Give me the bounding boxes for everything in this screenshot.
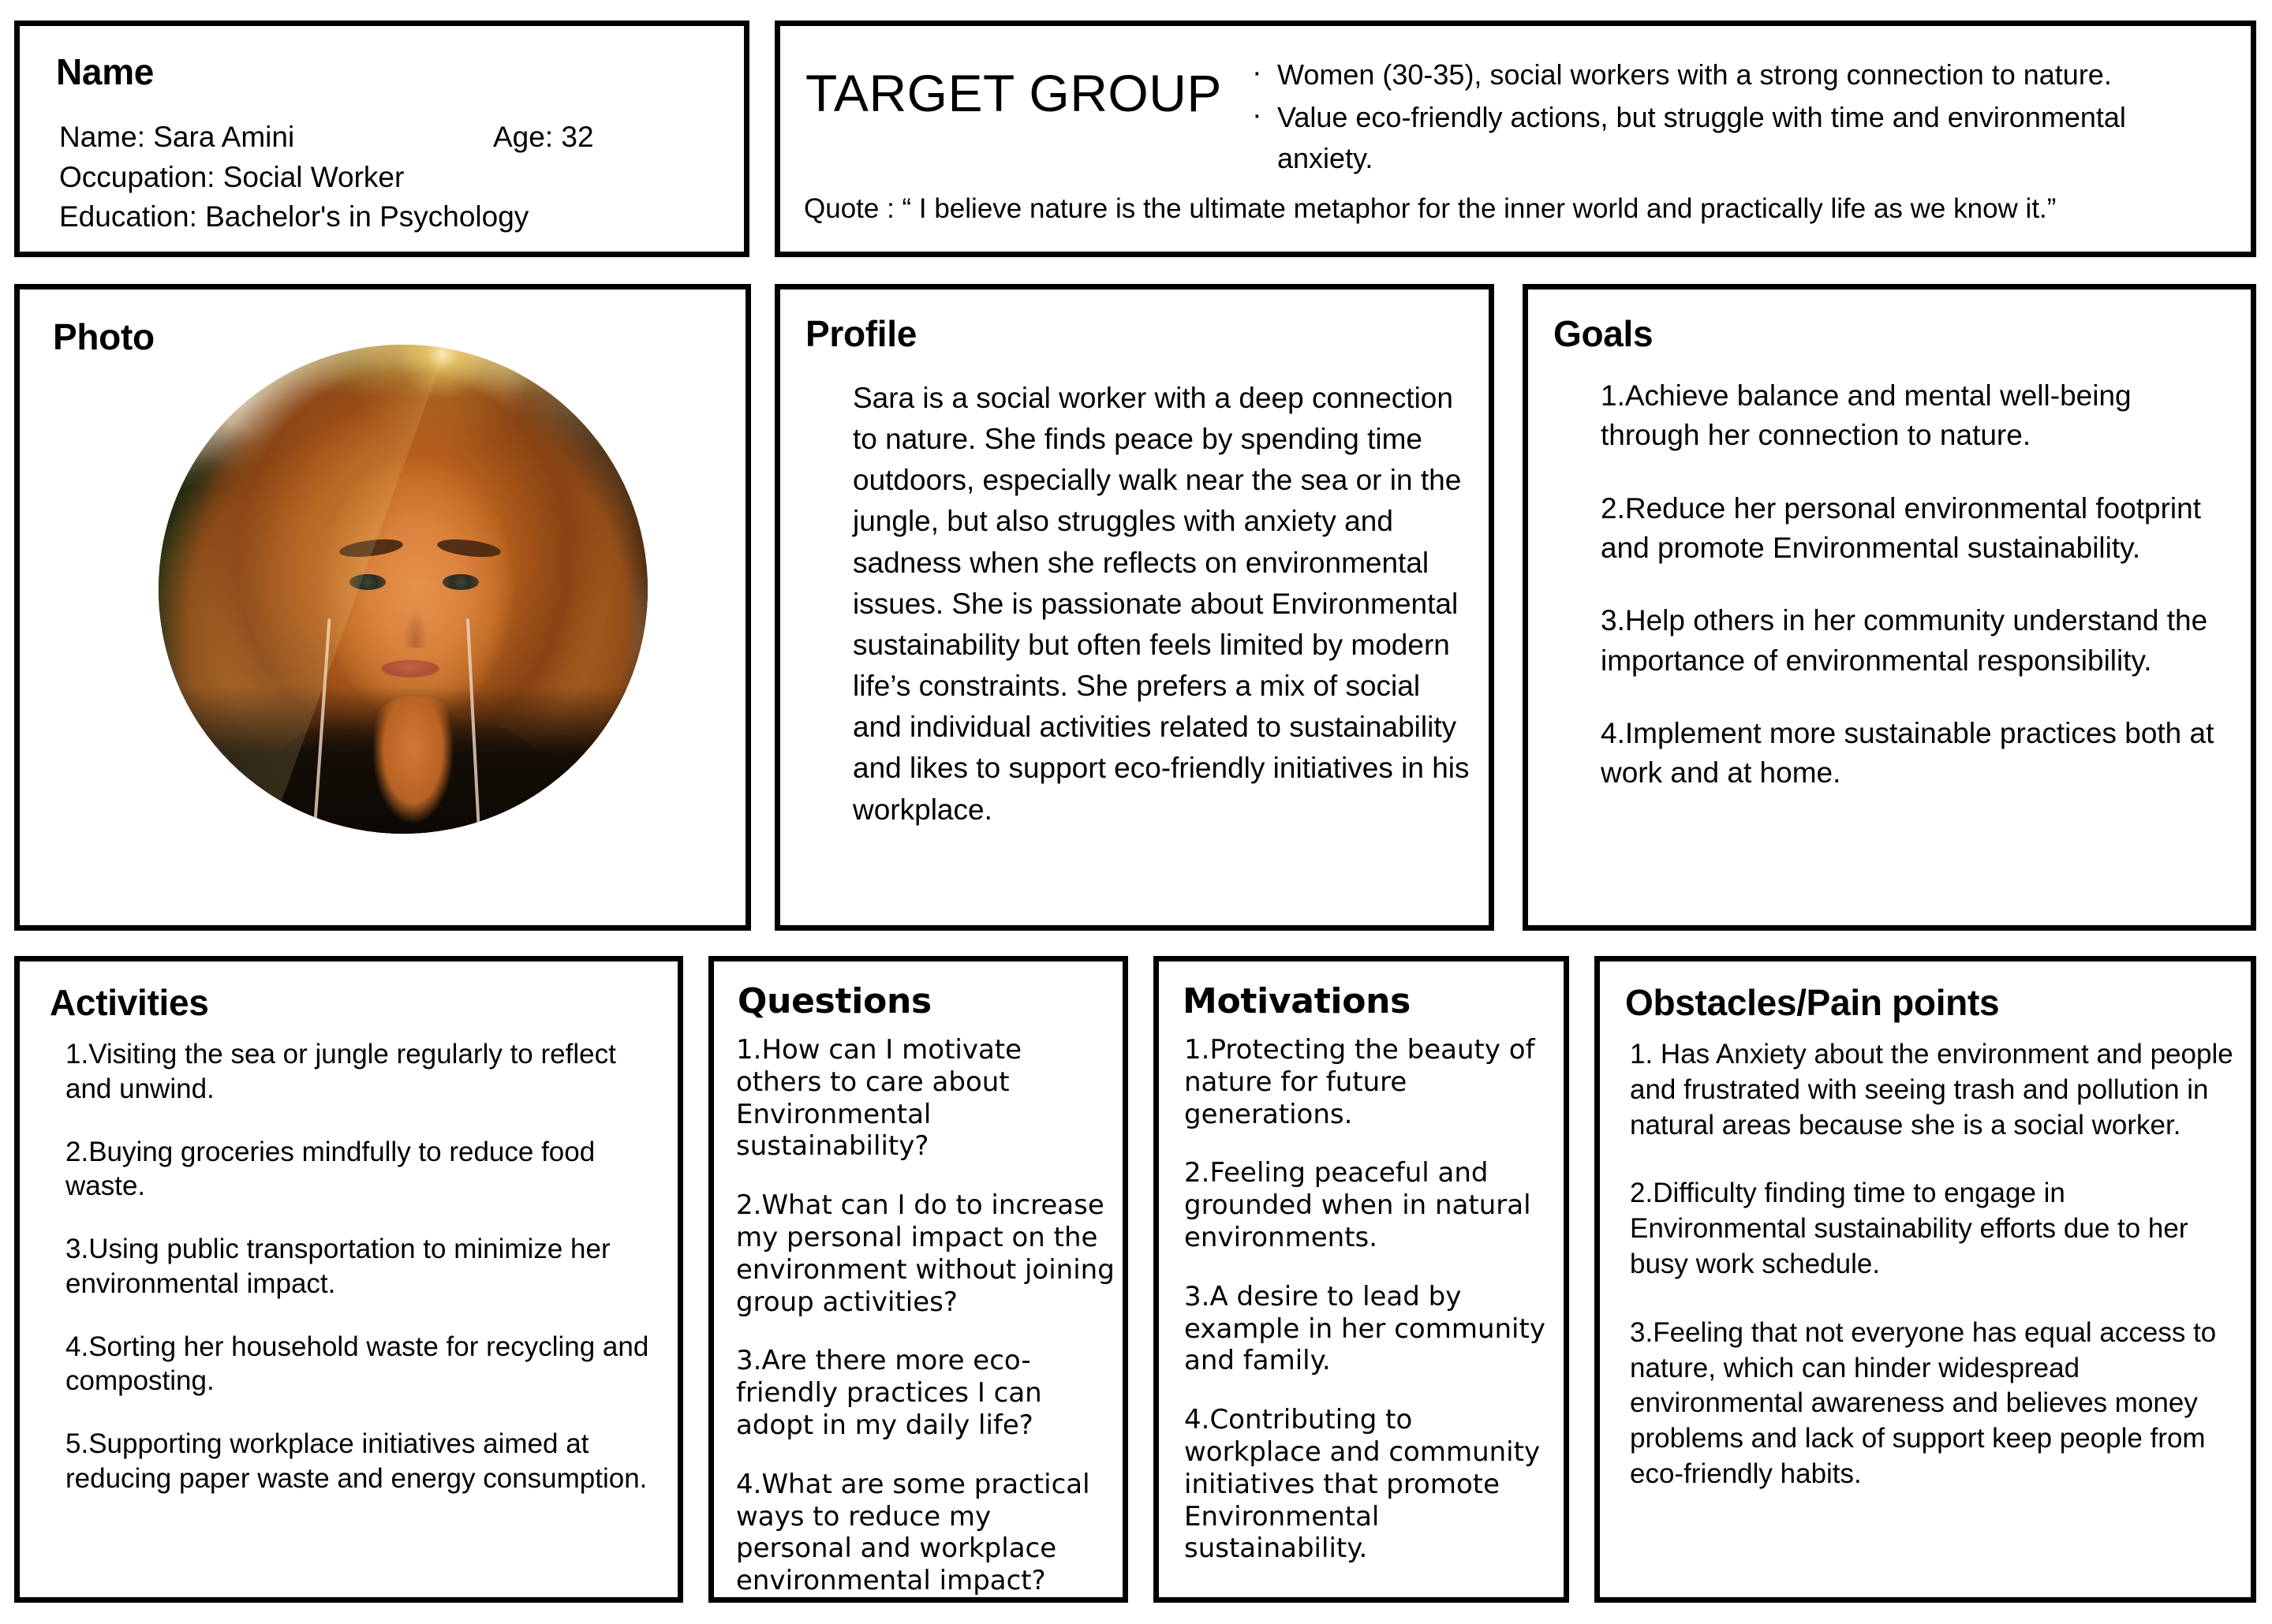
list-item: 5.Supporting workplace initiatives aimed at reducing paper waste and energy consumption.	[65, 1428, 648, 1494]
questions-panel-title: Questions	[738, 981, 932, 1021]
list-item: 3.Using public transportation to minimize her environmental impact.	[65, 1234, 611, 1299]
list-item: 2.Feeling peaceful and grounded when in natural environments.	[1184, 1157, 1531, 1253]
list-item: 4.Sorting her household waste for recycling and composting.	[65, 1331, 649, 1397]
name-panel-title: Name	[56, 51, 155, 92]
list-item: 1.Protecting the beauty of nature for future generations.	[1184, 1034, 1535, 1130]
activities-panel	[14, 956, 683, 1603]
target-group-quote: Quote : “ I believe nature is the ultimate metaphor for the inner world and practically life as we know it.”	[804, 192, 2057, 224]
list-item: 1.Visiting the sea or jungle regularly to reflect and unwind.	[65, 1039, 616, 1104]
obstacles-list	[1630, 1037, 2238, 1525]
goals-panel-title: Goals	[1553, 313, 1654, 354]
profile-body-text: Sara is a social worker with a deep connection to nature. She finds peace by spending time outdoors, especially walk near the sea or in the jungle, but also struggles with anxiety and sadness when she reflects on environmental issues. She is passionate about Environmental sustainability but often feels limited by modern life’s constraints. She prefers a mix of social and individual activities related to sustainability and likes to support eco-friendly initiatives in his workplace.	[853, 382, 1470, 826]
person-age: Age: 32	[493, 121, 594, 153]
goals-panel	[1523, 284, 2256, 931]
obstacles-panel	[1594, 956, 2256, 1603]
list-item: 4.Implement more sustainable practices both at work and at home.	[1601, 716, 2214, 790]
list-item: 2.What can I do to increase my personal impact on the environment without joining group activities?	[736, 1189, 1115, 1318]
list-item: 3.Help others in her community understand the importance of environmental responsibility.	[1601, 604, 2208, 677]
goals-list	[1601, 376, 2232, 827]
person-education: Education: Bachelor's in Psychology	[59, 200, 529, 233]
person-occupation: Occupation: Social Worker	[59, 160, 405, 193]
list-item: 1.Achieve balance and mental well-being through her connection to nature.	[1601, 379, 2132, 452]
list-item: 4.Contributing to workplace and community initiatives that promote Environmental sustainability.	[1184, 1404, 1541, 1565]
name-age-row	[59, 118, 725, 158]
person-name: Name: Sara Amini	[59, 121, 295, 153]
profile-panel-title: Profile	[805, 313, 917, 354]
activities-list	[65, 1037, 667, 1525]
questions-list	[736, 1034, 1115, 1624]
name-details	[59, 118, 725, 237]
target-group-panel	[775, 21, 2256, 257]
list-item: 2.Buying groceries mindfully to reduce food waste.	[65, 1136, 596, 1202]
obstacles-panel-title: Obstacles/Pain points	[1625, 982, 2000, 1023]
list-item: · Value eco-friendly actions, but struggle with time and environmental anxiety.	[1249, 97, 2229, 179]
activities-panel-title: Activities	[50, 982, 209, 1023]
photo-panel	[14, 284, 751, 931]
list-item: 2.Reduce her personal environmental footprint and promote Environmental sustainability.	[1601, 491, 2202, 564]
list-item: 1.How can I motivate others to care about Environmental sustainability?	[736, 1034, 1022, 1163]
list-item: 2.Difficulty finding time to engage in Environmental sustainability efforts due to her busy work schedule.	[1630, 1178, 2188, 1279]
motivations-list	[1184, 1034, 1556, 1592]
list-item: 1. Has Anxiety about the environment and people and frustrated with seeing trash and pollution in natural areas because she is a social worker.	[1630, 1039, 2233, 1141]
photo-warm-tint	[159, 345, 648, 834]
motivations-panel-title: Motivations	[1183, 981, 1411, 1021]
target-group-title: TARGET GROUP	[805, 64, 1222, 122]
avatar	[159, 345, 648, 834]
list-item: 4.What are some practical ways to reduce my personal and workplace environmental impact?	[736, 1468, 1090, 1597]
name-panel	[14, 21, 749, 257]
list-item: 3.A desire to lead by example in her community and family.	[1184, 1280, 1545, 1377]
profile-panel	[775, 284, 1494, 931]
photo-panel-title: Photo	[53, 316, 155, 357]
motivations-panel	[1153, 956, 1569, 1603]
questions-panel	[708, 956, 1128, 1603]
list-item: 3.Feeling that not everyone has equal access to nature, which can hinder widespread environmental awareness and believes money problems and lack of support keep people from eco-friendly habits.	[1630, 1316, 2217, 1489]
list-item: · Women (30-35), social workers with a strong connection to nature.	[1249, 54, 2229, 95]
list-item: 3.Are there more eco-friendly practices I can adopt in my daily life?	[736, 1345, 1042, 1441]
target-group-bullet-list	[1249, 54, 2229, 181]
